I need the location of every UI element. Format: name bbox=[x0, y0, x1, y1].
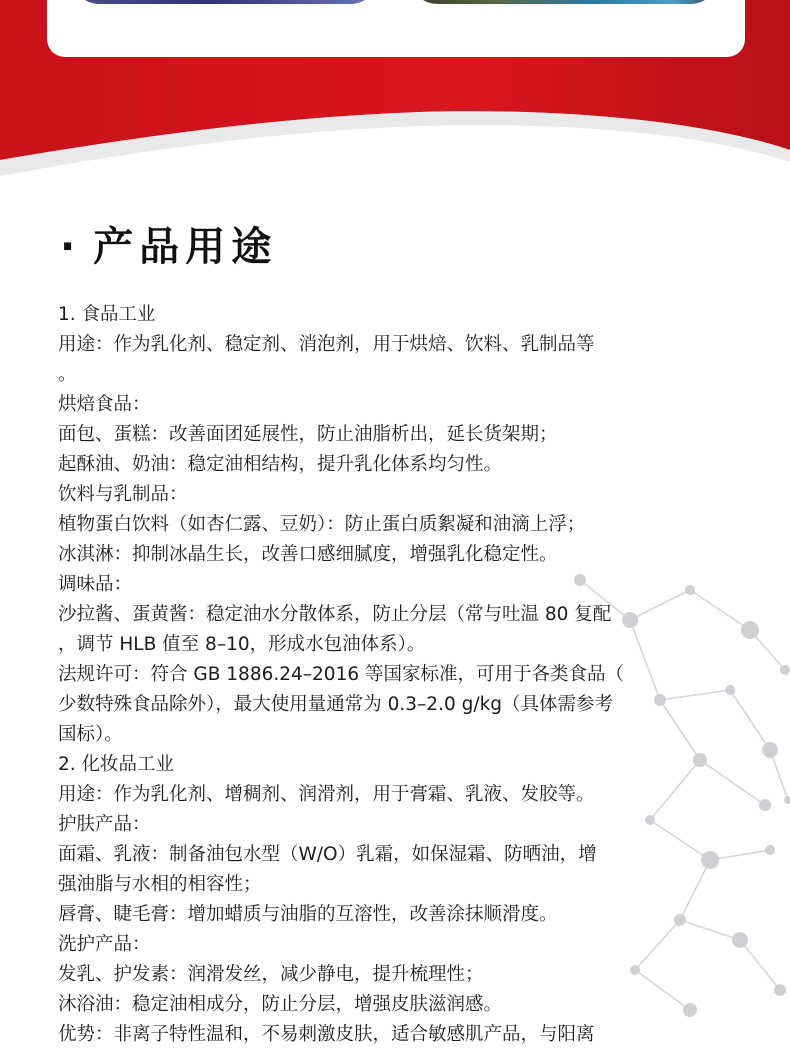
text-line: 国标）。 bbox=[58, 724, 123, 745]
product-photo-left bbox=[70, 0, 380, 4]
text-line: 调味品： bbox=[58, 574, 133, 595]
text-line: 起酥油、奶油：稳定油相结构，提升乳化体系均匀性。 bbox=[58, 454, 503, 475]
text-line: 面霜、乳液：制备油包水型（W/O）乳霜，如保湿霜、防晒油，增 bbox=[58, 844, 597, 865]
section-title bbox=[60, 215, 277, 272]
text-line: 洗护产品： bbox=[58, 934, 151, 955]
text-line: ，调节 HLB 值至 8–10，形成水包油体系）。 bbox=[58, 634, 426, 655]
text-line: 护肤产品： bbox=[58, 814, 151, 835]
text-line: 饮料与乳制品： bbox=[58, 484, 188, 505]
title-bullet: · bbox=[60, 224, 82, 270]
product-photo-right bbox=[408, 0, 720, 4]
text-line: 1. 食品工业 bbox=[58, 304, 156, 325]
text-line: 沐浴油：稳定油相成分，防止分层，增强皮肤滋润感。 bbox=[58, 994, 503, 1015]
text-line: 沙拉酱、蛋黄酱：稳定油水分散体系，防止分层（常与吐温 80 复配 bbox=[58, 604, 612, 625]
text-line: 面包、蛋糕：改善面团延展性，防止油脂析出，延长货架期； bbox=[58, 424, 558, 445]
text-line: 植物蛋白饮料（如杏仁露、豆奶）：防止蛋白质絮凝和油滴上浮； bbox=[58, 514, 586, 535]
text-line: 法规许可：符合 GB 1886.24–2016 等国家标准，可用于各类食品（ bbox=[58, 664, 625, 685]
product-image-card bbox=[47, 0, 745, 57]
text-line: 用途：作为乳化剂、增稠剂、润滑剂，用于膏霜、乳液、发胶等。 bbox=[58, 784, 595, 805]
text-line: 用途：作为乳化剂、稳定剂、消泡剂，用于烘焙、饮料、乳制品等 bbox=[58, 334, 595, 355]
title-text: 产品用途 bbox=[93, 224, 278, 270]
product-usage-text bbox=[58, 300, 748, 1050]
text-line: 烘焙食品： bbox=[58, 394, 151, 415]
text-line: 优势：非离子特性温和，不易刺激皮肤，适合敏感肌产品，与阳离 bbox=[58, 1024, 595, 1045]
text-line: 。 bbox=[58, 364, 77, 385]
text-line: 2. 化妆品工业 bbox=[58, 754, 175, 775]
text-line: 唇膏、睫毛膏：增加蜡质与油脂的互溶性，改善涂抹顺滑度。 bbox=[58, 904, 558, 925]
text-line: 发乳、护发素：润滑发丝，减少静电，提升梳理性； bbox=[58, 964, 484, 985]
text-line: 强油脂与水相的相容性； bbox=[58, 874, 262, 895]
text-line: 冰淇淋：抑制冰晶生长，改善口感细腻度，增强乳化稳定性。 bbox=[58, 544, 558, 565]
text-line: 少数特殊食品除外），最大使用量通常为 0.3–2.0 g/kg（具体需参考 bbox=[58, 694, 614, 715]
